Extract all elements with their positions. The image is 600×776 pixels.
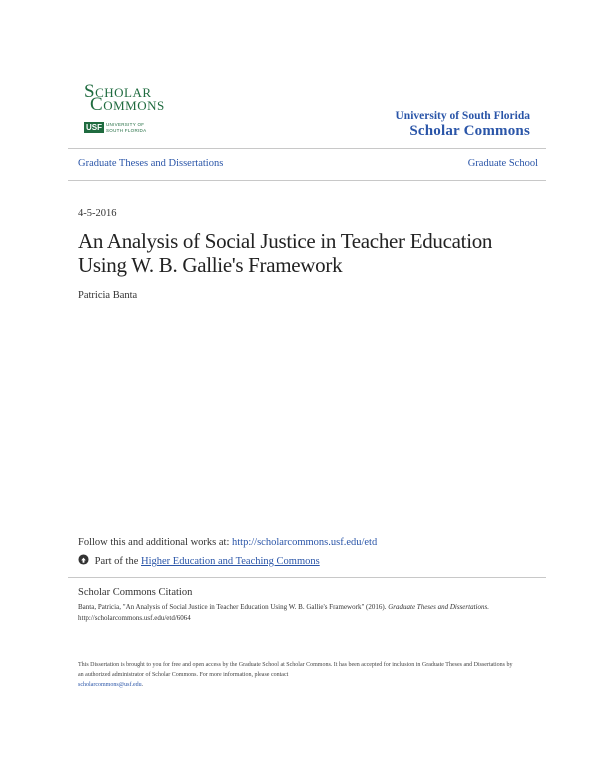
header-divider	[68, 148, 546, 149]
repository-header	[396, 110, 531, 140]
logo-scholar-text: SCHOLAR	[84, 81, 152, 102]
department-link[interactable]: Graduate School	[467, 158, 538, 169]
citation-main: Banta, Patricia, "An Analysis of Social Justice in Teacher Education Using W. B. Gallie's Framework" (2016).	[78, 603, 387, 611]
access-notice: This Dissertation is brought to you for free and open access by the Graduate School at Scholar Commons. It has been accepted for inclusion in Graduate Theses and Dissertations by an authorized administrator of Scholar Commons. For more information, please contact scholarcommons@usf.edu.	[78, 662, 513, 688]
author-name: Patricia Banta	[78, 290, 138, 301]
collection-link[interactable]: Graduate Theses and Dissertations	[78, 158, 224, 169]
follow-text: Follow this and additional works at:	[78, 537, 230, 548]
document-title	[78, 229, 548, 277]
citation-body	[78, 602, 518, 623]
citation-journal: Graduate Theses and Dissertations.	[388, 603, 489, 611]
follow-line	[78, 537, 377, 548]
title-line-2: Using W. B. Gallie's Framework	[78, 253, 343, 277]
discipline-link[interactable]: Higher Education and Teaching Commons	[141, 556, 320, 567]
nav-divider	[68, 180, 546, 181]
university-name[interactable]: University of South Florida	[395, 110, 530, 122]
scholar-commons-logo	[84, 81, 165, 136]
citation-divider	[68, 577, 546, 578]
part-of-line	[78, 554, 320, 567]
repository-name[interactable]: Scholar Commons	[409, 123, 530, 139]
open-access-icon	[78, 554, 89, 565]
title-line-1: An Analysis of Social Justice in Teacher Education	[78, 229, 493, 253]
part-of-prefix: Part of the	[94, 556, 139, 567]
usf-badge-text: UNIVERSITY OF SOUTH FLORIDA	[106, 122, 147, 133]
citation-url[interactable]: http://scholarcommons.usf.edu/etd/6064	[78, 613, 191, 622]
logo-commons-text: COMMONS	[90, 94, 165, 115]
follow-url-link[interactable]: http://scholarcommons.usf.edu/etd	[232, 537, 378, 548]
contact-email-link[interactable]: scholarcommons@usf.edu	[78, 682, 142, 688]
usf-badge: USF	[86, 123, 102, 132]
notice-text: This Dissertation is brought to you for free and open access by the Graduate School at Scholar Commons. It has been accepted for inclusion in Graduate Theses and Dissertations by an authorized administrator of Scholar Commons. For more information, please contact	[78, 662, 513, 678]
citation-heading: Scholar Commons Citation	[78, 587, 193, 598]
publication-date: 4-5-2016	[78, 208, 117, 219]
